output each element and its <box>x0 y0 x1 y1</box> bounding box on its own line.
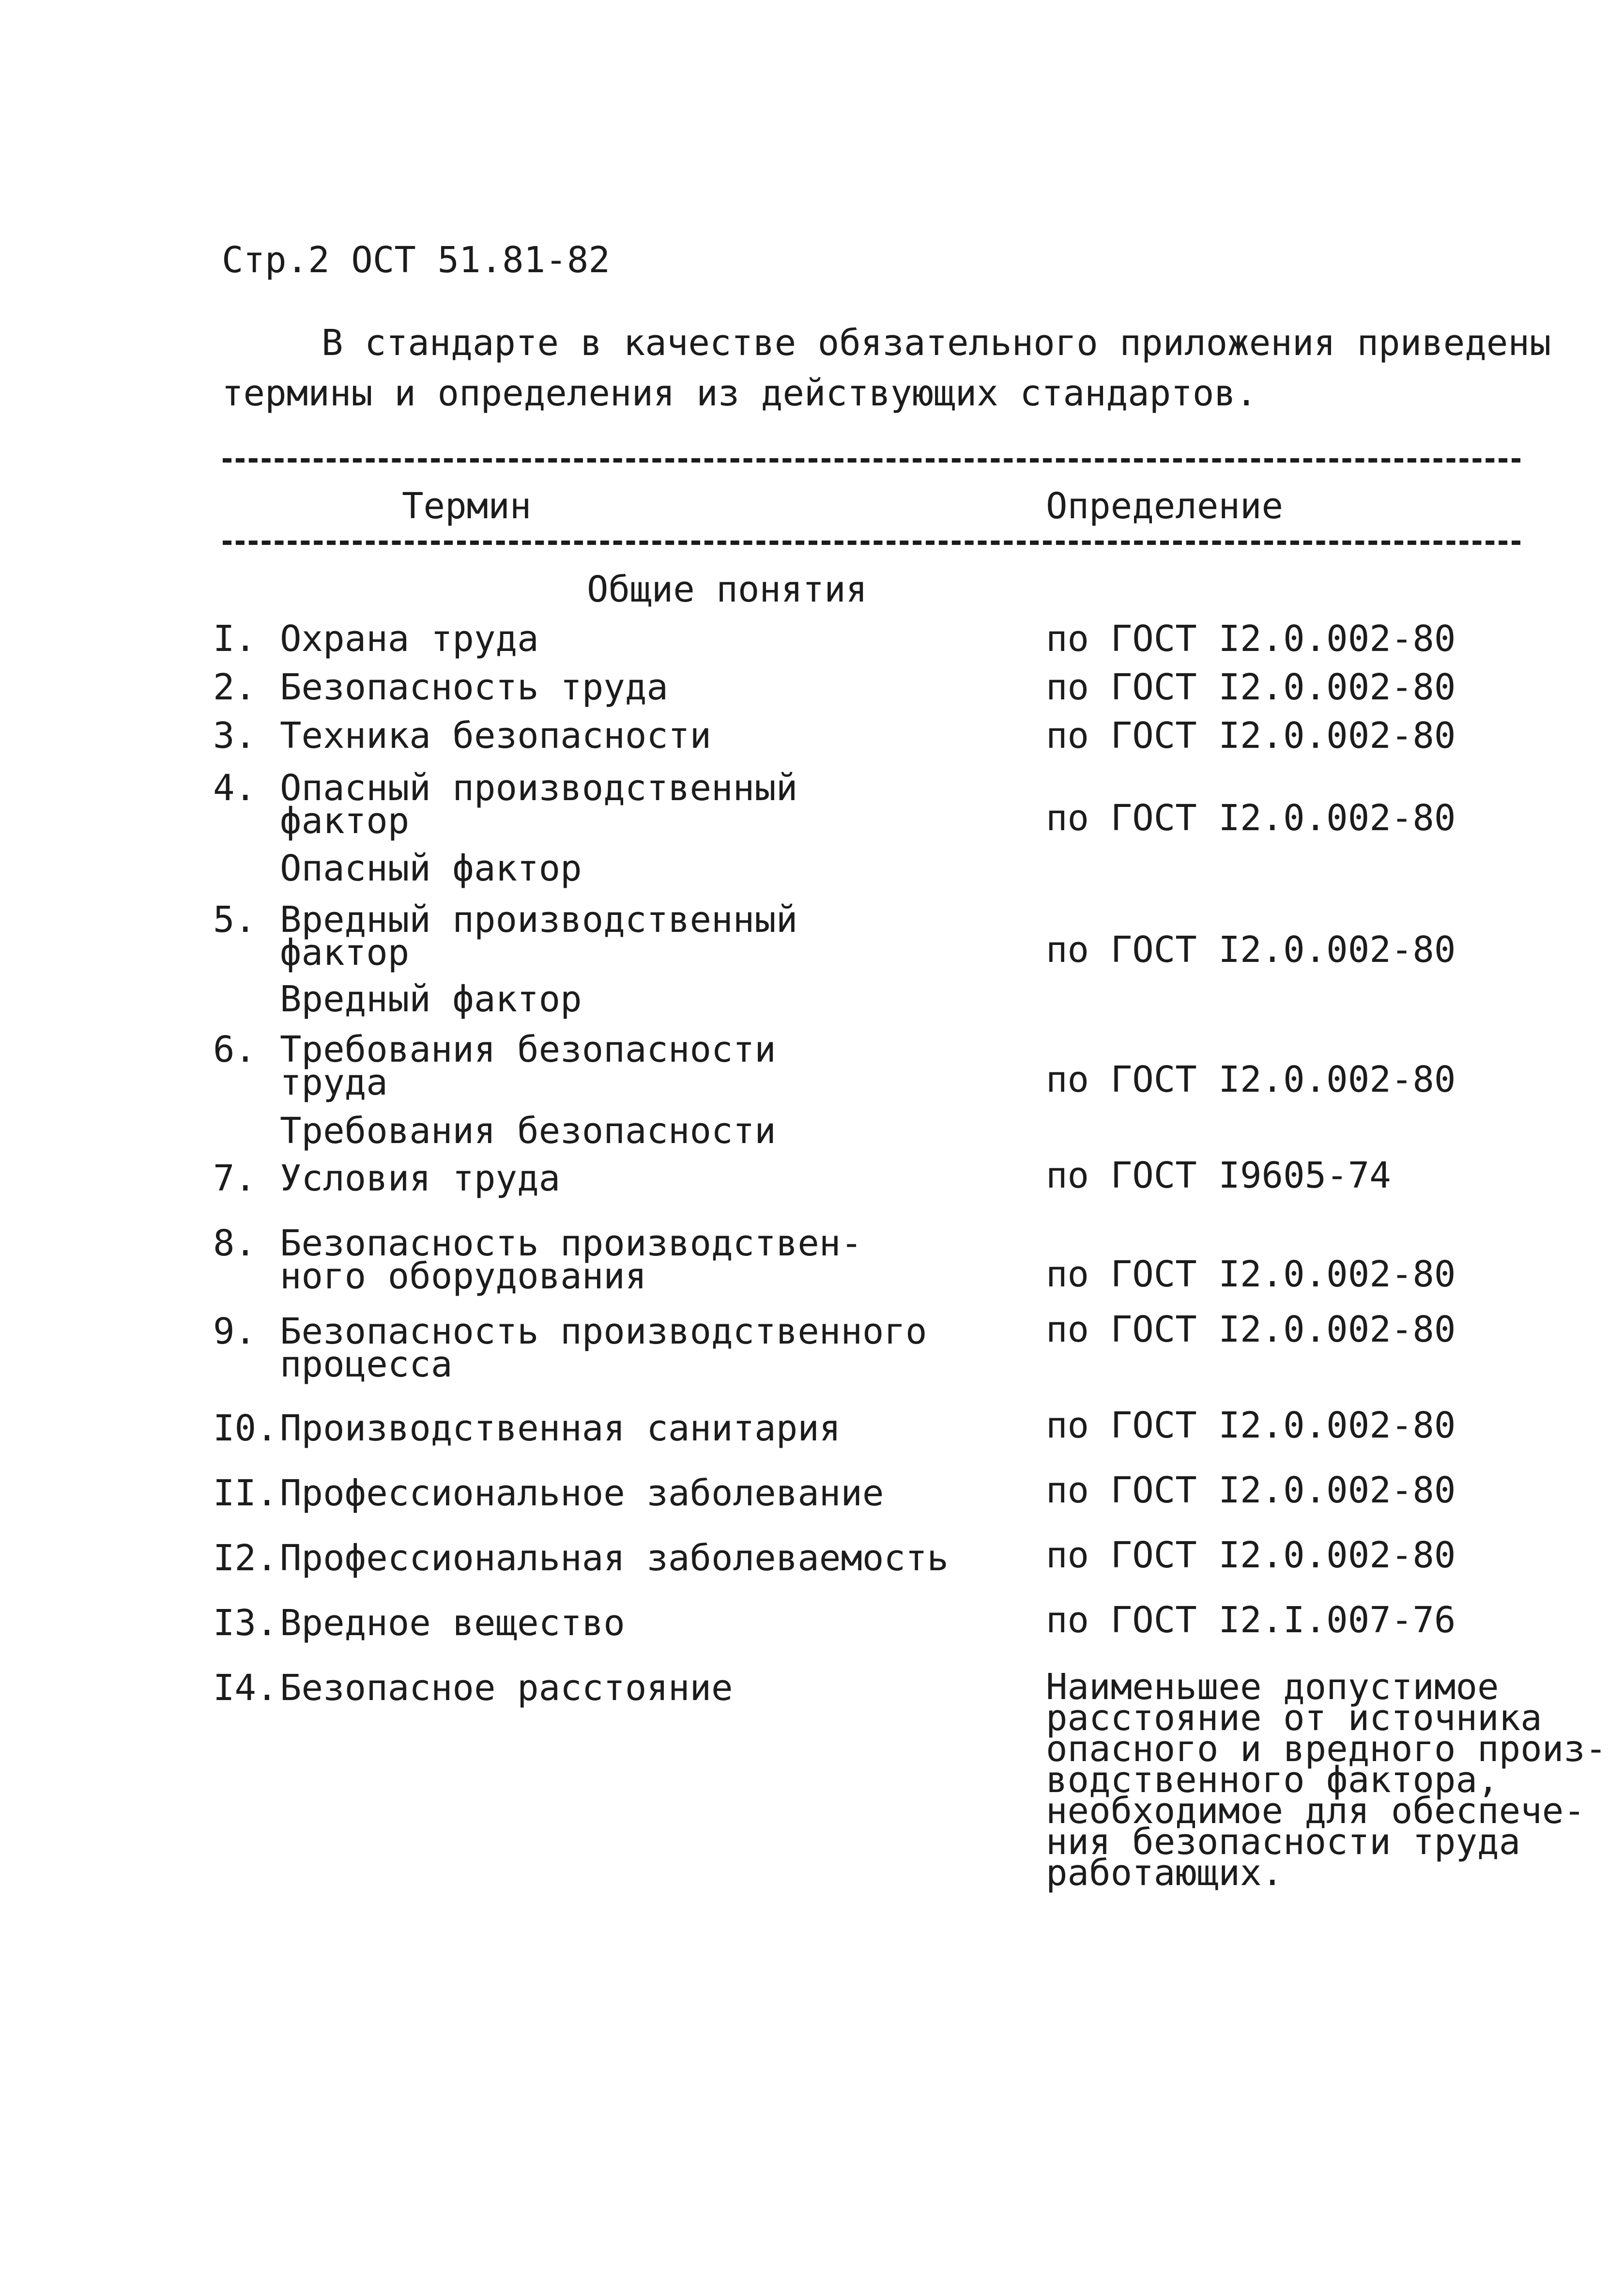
row-number: 2. <box>213 666 257 708</box>
table-top-divider <box>223 458 1520 463</box>
row-term: Вредное вещество <box>280 1602 625 1644</box>
row-number: I2. <box>213 1537 278 1579</box>
row-definition: по ГОСТ I2.I.007-76 <box>1046 1599 1456 1641</box>
column-header-term: Термин <box>402 485 532 527</box>
row-number: I4. <box>213 1667 278 1709</box>
row-definition: по ГОСТ I2.0.002-80 <box>1046 1470 1456 1511</box>
row-term: Техника безопасности <box>280 715 712 757</box>
definition-line: необходимое для обеспече- <box>1046 1790 1585 1832</box>
definition-line: водственного фактора, <box>1046 1759 1499 1801</box>
row-term: Опасный производственный <box>280 767 798 809</box>
row-synonym: Вредный фактор <box>280 978 582 1020</box>
row-number: 6. <box>213 1029 257 1070</box>
row-term: Профессиональная заболеваемость <box>280 1537 949 1579</box>
row-term-continued: фактор <box>280 932 410 974</box>
row-definition: по ГОСТ I2.0.002-80 <box>1046 618 1456 660</box>
row-number: 5. <box>213 899 257 941</box>
row-definition: по ГОСТ I2.0.002-80 <box>1046 1405 1456 1446</box>
row-synonym: Требования безопасности <box>280 1110 776 1152</box>
row-term: Требования безопасности <box>280 1029 776 1070</box>
row-number: I. <box>213 618 257 660</box>
definition-line: ния безопасности труда <box>1046 1821 1521 1863</box>
definition-line: расстояние от источника <box>1046 1697 1542 1739</box>
row-number: 9. <box>213 1311 257 1352</box>
column-header-definition: Определение <box>1046 485 1284 527</box>
page-header: Стр.2 ОСТ 51.81-82 <box>222 239 610 281</box>
section-title: Общие понятия <box>587 569 868 610</box>
row-term: Профессиональное заболевание <box>280 1472 884 1514</box>
row-definition: по ГОСТ I2.0.002-80 <box>1046 666 1456 708</box>
row-number: I3. <box>213 1602 278 1644</box>
row-number: 3. <box>213 715 257 757</box>
row-definition: по ГОСТ I9605-74 <box>1046 1155 1391 1196</box>
definition-line: опасного и вредного произ- <box>1046 1728 1607 1770</box>
row-term: Условия труда <box>280 1158 561 1199</box>
row-term: Вредный производственный <box>280 899 798 941</box>
intro-line-1: В стандарте в качестве обязательного приложения приведены <box>322 322 1551 364</box>
row-definition: по ГОСТ I2.0.002-80 <box>1046 1534 1456 1576</box>
row-term-continued: процесса <box>280 1344 453 1385</box>
row-number: 7. <box>213 1158 257 1199</box>
row-number: II. <box>213 1472 278 1514</box>
row-term: Безопасное расстояние <box>280 1667 733 1709</box>
row-term: Производственная санитария <box>280 1408 841 1449</box>
row-number: 8. <box>213 1222 257 1264</box>
row-term-continued: ного оборудования <box>280 1255 647 1297</box>
row-number: 4. <box>213 767 257 809</box>
row-definition: по ГОСТ I2.0.002-80 <box>1046 715 1456 757</box>
row-term: Безопасность производствен- <box>280 1222 862 1264</box>
row-term: Безопасность труда <box>280 666 668 708</box>
intro-line-2: термины и определения из действующих стандартов. <box>222 372 1257 414</box>
row-term: Охрана труда <box>280 618 539 660</box>
row-definition: по ГОСТ I2.0.002-80 <box>1046 1309 1456 1350</box>
definition-line: Наименьшее допустимое <box>1046 1666 1499 1708</box>
row-term-continued: труда <box>280 1062 388 1103</box>
row-definition: по ГОСТ I2.0.002-80 <box>1046 797 1456 839</box>
row-definition: по ГОСТ I2.0.002-80 <box>1046 929 1456 971</box>
row-term-continued: фактор <box>280 800 410 842</box>
row-definition: по ГОСТ I2.0.002-80 <box>1046 1059 1456 1100</box>
row-definition: по ГОСТ I2.0.002-80 <box>1046 1253 1456 1295</box>
row-term: Безопасность производственного <box>280 1311 927 1352</box>
definition-line: работающих. <box>1046 1852 1284 1894</box>
row-synonym: Опасный фактор <box>280 848 582 889</box>
table-header-divider <box>223 541 1520 545</box>
row-number: I0. <box>213 1408 278 1449</box>
